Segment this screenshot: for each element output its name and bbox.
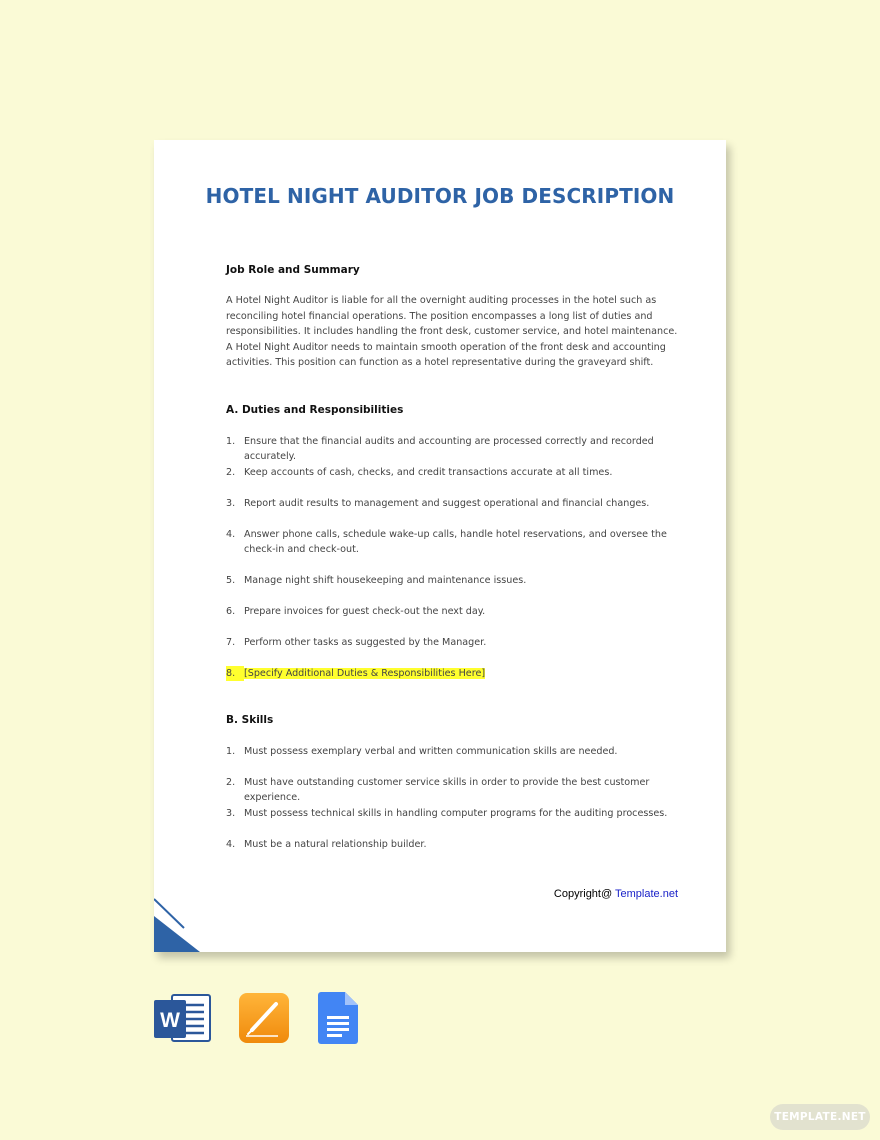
item-number: 4. bbox=[226, 839, 236, 850]
item-number: 3. bbox=[226, 808, 236, 819]
copyright-prefix: Copyright@ bbox=[553, 888, 616, 900]
word-letter: W bbox=[160, 1009, 180, 1032]
watermark-badge: TEMPLATE.NET bbox=[770, 1104, 870, 1130]
item-text: Report audit results to management and suggest operational and financial changes. bbox=[244, 498, 650, 509]
item-text: Manage night shift housekeeping and maintenance issues. bbox=[244, 575, 527, 586]
summary-heading: Job Role and Summary bbox=[226, 264, 360, 276]
list-item bbox=[226, 527, 686, 558]
document-title: HOTEL NIGHT AUDITOR JOB DESCRIPTION bbox=[205, 184, 675, 208]
google-docs-icon[interactable] bbox=[318, 992, 358, 1044]
copyright-notice bbox=[554, 888, 678, 900]
item-number: 2. bbox=[226, 777, 236, 788]
corner-decoration bbox=[154, 896, 202, 952]
item-text: [Specify Additional Duties & Responsibilities Here] bbox=[244, 668, 486, 679]
list-item bbox=[226, 573, 686, 588]
list-item bbox=[226, 434, 686, 465]
list-item bbox=[226, 837, 686, 852]
highlighted-placeholder-item bbox=[226, 666, 686, 681]
item-text: Must be a natural relationship builder. bbox=[244, 839, 427, 850]
list-item bbox=[226, 744, 686, 759]
item-number: 1. bbox=[226, 746, 236, 757]
item-number: 1. bbox=[226, 436, 236, 447]
list-item bbox=[226, 465, 686, 480]
item-number: 3. bbox=[226, 498, 236, 509]
item-number: 4. bbox=[226, 529, 236, 540]
list-item bbox=[226, 604, 686, 619]
item-number: 2. bbox=[226, 467, 236, 478]
item-text: Keep accounts of cash, checks, and credit transactions accurate at all times. bbox=[244, 467, 613, 478]
list-item bbox=[226, 635, 686, 650]
apple-pages-icon[interactable] bbox=[238, 992, 290, 1044]
item-text: Perform other tasks as suggested by the Manager. bbox=[244, 637, 487, 648]
copyright-link[interactable]: Template.net bbox=[615, 888, 678, 900]
list-item bbox=[226, 806, 686, 821]
summary-text: A Hotel Night Auditor is liable for all the overnight auditing processes in the hotel such as reconciling hotel financial operations. The position encompasses a long list of duties and responsibilities. It includes handling the front desk, customer service, and hotel maintenance. A Hotel Night Auditor needs to maintain smooth operation of the front desk and accounting activities. This position can function as a hotel representative during the graveyard shift. bbox=[226, 295, 678, 369]
skills-heading: B. Skills bbox=[226, 714, 274, 726]
item-text: Must possess exemplary verbal and written communication skills are needed. bbox=[244, 746, 618, 757]
duties-heading: A. Duties and Responsibilities bbox=[226, 404, 404, 416]
item-text: Must have outstanding customer service skills in order to provide the best customer experience. bbox=[244, 777, 650, 804]
microsoft-word-icon[interactable] bbox=[154, 992, 212, 1044]
list-item bbox=[226, 775, 686, 806]
item-text: Must possess technical skills in handling computer programs for the auditing processes. bbox=[244, 808, 668, 819]
list-item bbox=[226, 496, 686, 511]
item-number: 8. bbox=[226, 666, 244, 681]
item-text: Prepare invoices for guest check-out the next day. bbox=[244, 606, 486, 617]
item-text: Ensure that the financial audits and accounting are processed correctly and recorded accurately. bbox=[244, 436, 654, 463]
item-number: 6. bbox=[226, 606, 236, 617]
item-number: 5. bbox=[226, 575, 236, 586]
item-number: 7. bbox=[226, 637, 236, 648]
item-text: Answer phone calls, schedule wake-up calls, handle hotel reservations, and oversee the check-in and check-out. bbox=[244, 529, 667, 556]
document-page bbox=[154, 140, 726, 952]
